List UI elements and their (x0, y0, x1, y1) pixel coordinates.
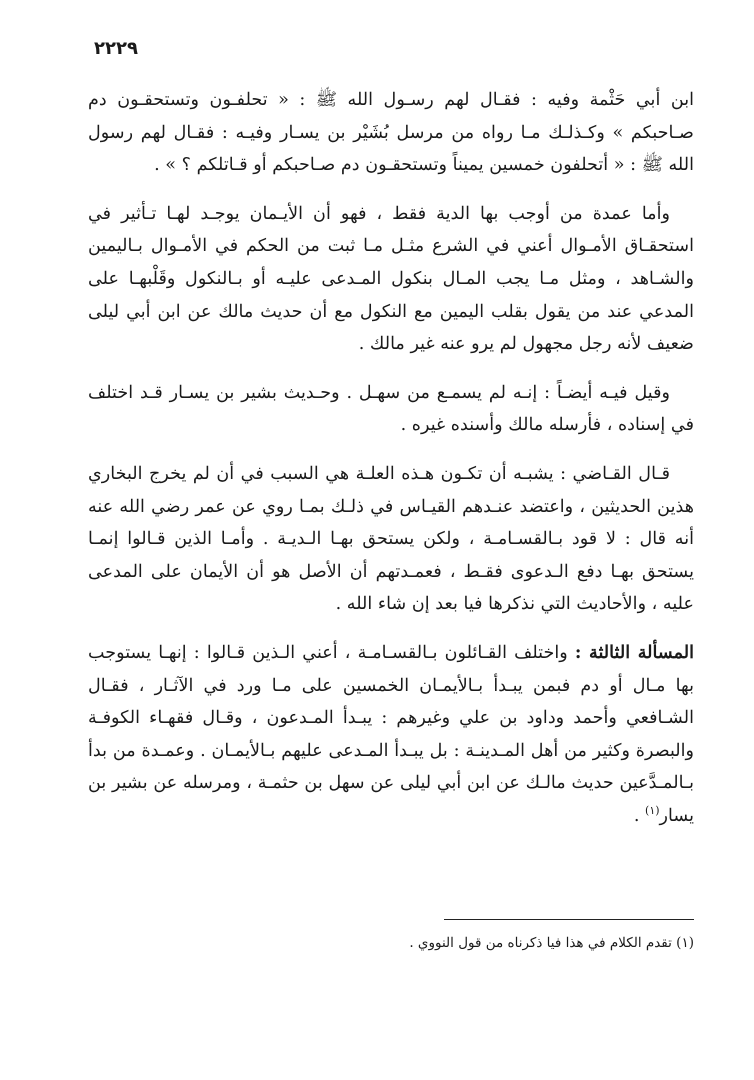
footnote-divider (444, 919, 694, 920)
page-number: ٢٢٢٩ (94, 38, 138, 59)
paragraph-1: ابن أبي حَثْمة وفيه : فقـال لهم رسـول الله ﷺ : « تحلفـون وتستحقـون دم صـاحبكم » وكـذلـك مـا رواه من مرسل بُشَيْر بن يسـار وفيـه : فقـال لهم رسول الله ﷺ : « أتحلفون خمسين يميناً وتستحقـون دم صـاحبكم أو قـاتلكم ؟ » . (88, 90, 694, 176)
paragraph-5-tail: . (633, 805, 646, 826)
paragraph-3: وقيل فيـه أيضـاً : إنـه لم يسمـع من سهـل . وحـديث بشير بن يسـار قـد اختلف في إسناده ، فأرسله مالك وأسنده غيره . (88, 382, 694, 436)
footnote: (١) تقدم الكلام في هذا فيا ذكرناه من قول النووي . (409, 935, 694, 951)
section-heading: المسألة الثالثة : (574, 641, 695, 663)
footnote-reference: (١) (645, 804, 660, 818)
main-text (88, 84, 694, 848)
paragraph-2: وأما عمدة من أوجب بها الدية فقط ، فهو أن الأيـمان يوجـد لهـا تـأثير في استحقـاق الأمـوال أعني في الشرع مثـل مـا ثبت من الحكم في الأمـوال بـاليمين والشـاهد ، ومثل مـا يجب المـال بنكول المـدعى عليـه أو بـالنكول وقَلْبهـا على المدعي عند من يقول بقلب اليمين مع النكول مع أن حديث مالك عن ابن أبي ليلى ضعيف لأنه رجل مجهول لم يرو عنه غير مالك . (88, 203, 694, 355)
paragraph-5 (88, 637, 694, 833)
paragraph-4: قـال القـاضي : يشبـه أن تكـون هـذه العلـة هي السبب في أن لم يخرج البخاري هذين الحديثين ، واعتضد عنـدهم القيـاس في ذلـك بمـا روي عن عمر رضي الله عنه أنه قال : لا قود بـالقسـامـة ، ولكن يستحق بهـا الـديـة . وأمـا الذين قـالوا إنمـا يستحق بهـا دفع الـدعوى فقـط ، فعمـدتهم أن الأصل هو أن الأيمان على المدعى عليه ، والأحاديث التي نذكرها فيا بعد إن شاء الله . (88, 463, 694, 615)
paragraph-5-body: واختلف القـائلون بـالقسـامـة ، أعني الـذين قـالوا : إنهـا يستوجب بها مـال أو دم فبمن يبـدأ بـالأيمـان الخمسين على مـا ورد في الآثـار ، فقـال الشـافعي وأحمد وداود بن علي وغيرهم : يبـدأ المـدعون ، وقـال فقهـاء الكوفـة والبصرة وكثير من أهل المـدينـة : بل يبـدأ المـدعى عليهم بـالأيمـان . وعمـدة من بدأ بـالمـدَّعين حديث مالـك عن ابن أبي ليلى عن سهل بن حثمـة ، ومرسله عن بشير بن يسار (88, 642, 694, 826)
